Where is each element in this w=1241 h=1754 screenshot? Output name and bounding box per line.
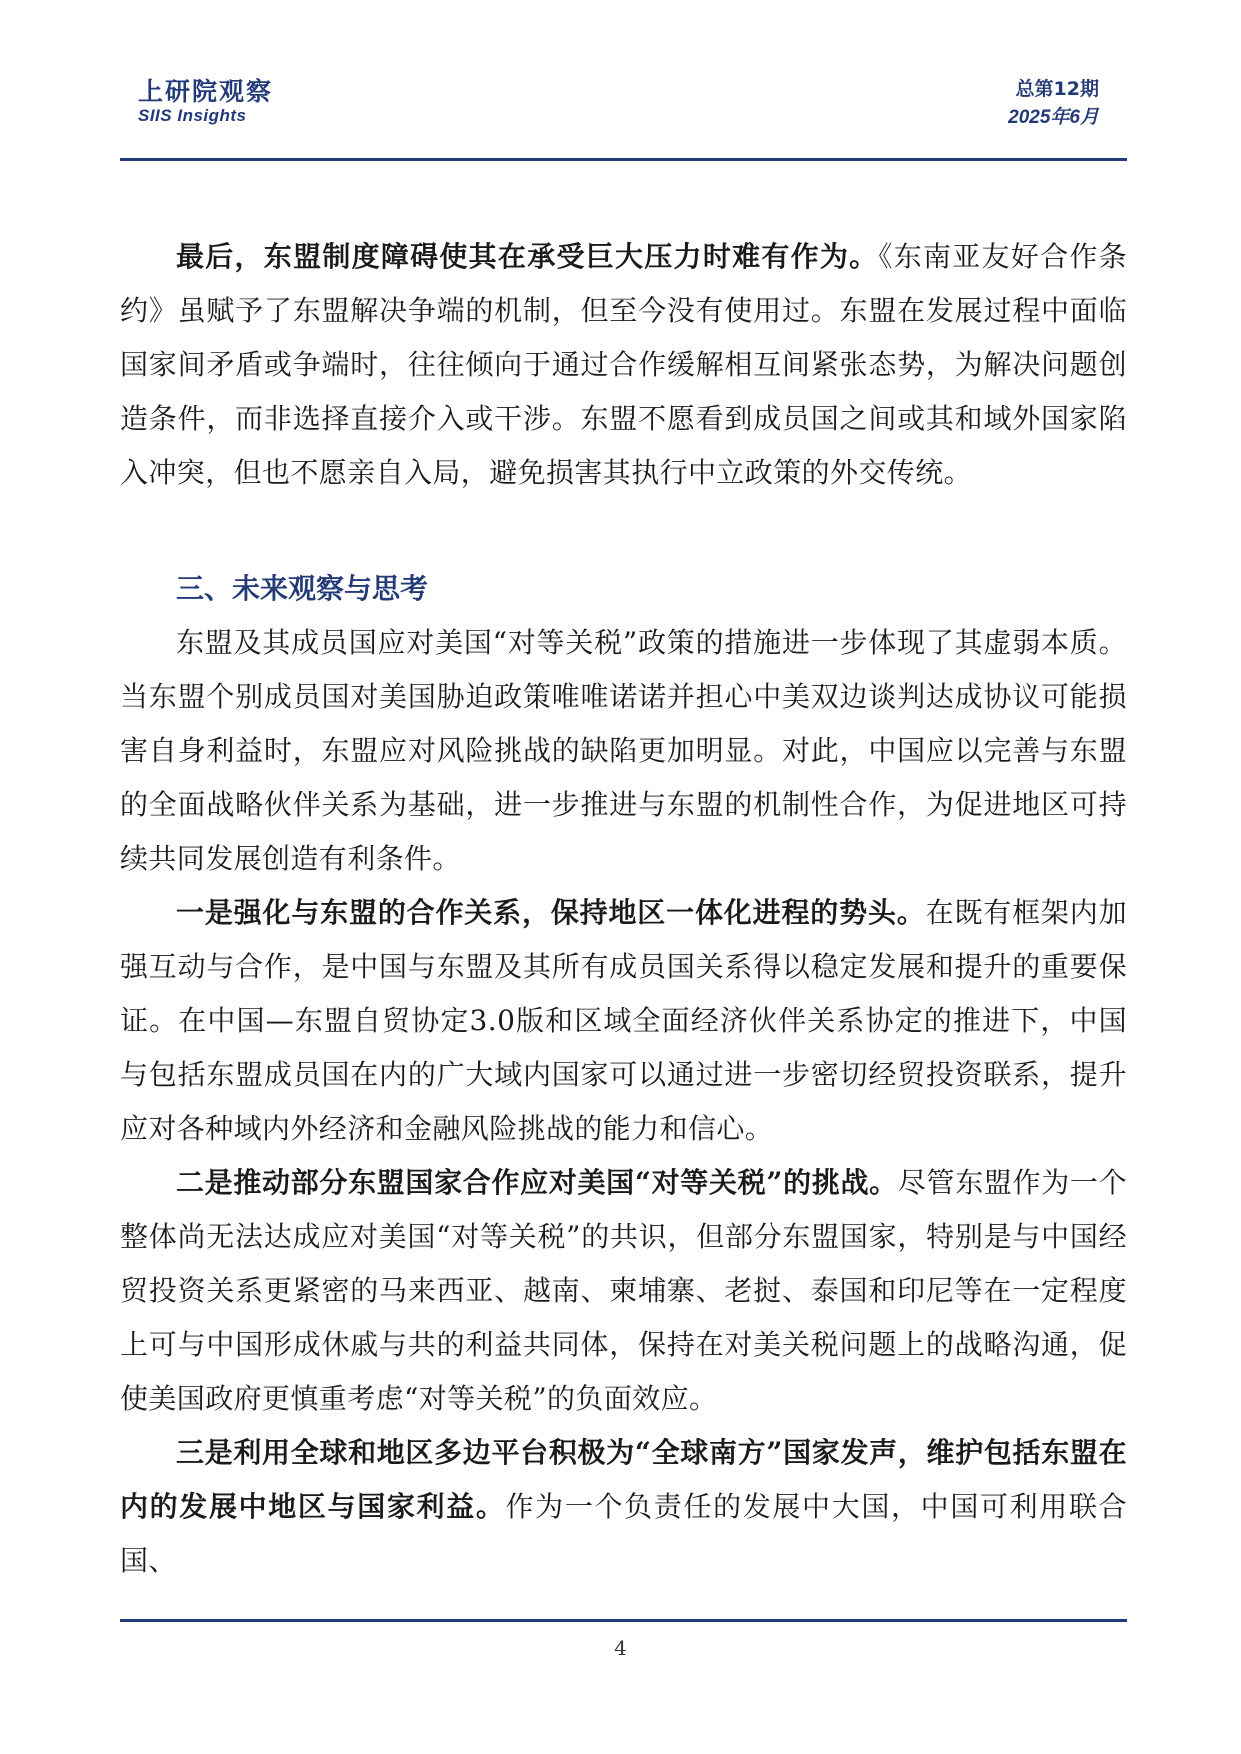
issue-number: 总第12期 — [1015, 78, 1099, 100]
page-number: 4 — [614, 1636, 627, 1660]
header-divider — [120, 158, 1127, 161]
paragraph-lead-bold: 二是推动部分东盟国家合作应对美国“对等关税”的挑战。 — [176, 1166, 898, 1199]
brand-title-english: SIIS Insights — [138, 106, 247, 125]
issue-date: 2025年6月 — [1008, 107, 1099, 128]
section-heading: 三、未来观察与思考 — [176, 572, 429, 605]
paragraph-point-two — [120, 1156, 1127, 1426]
paragraph-lead-bold: 三是利用全球和地区多边平台积极为“全球南方”国家发声，维护包括东盟在内的发展中地区与国家利益。 — [120, 1436, 1127, 1523]
paragraph-text: 尽管东盟作为一个整体尚无法达成应对美国“对等关税”的共识，但部分东盟国家，特别是与中国经贸投资关系更紧密的马来西亚、越南、柬埔寨、老挝、泰国和印尼等在一定程度上可与中国形成休戚与共的利益共同体，保持在对美关税问题上的战略沟通，促使美国政府更慎重考虑“对等关税”的负面效应。 — [120, 1166, 1127, 1415]
article-body — [120, 230, 1127, 1588]
brand-title-chinese: 上研院观察 — [138, 77, 274, 106]
paragraph-asean-institutional-barriers — [120, 230, 1127, 500]
paragraph-text: 在既有框架内加强互动与合作，是中国与东盟及其所有成员国关系得以稳定发展和提升的重要保证。在中国—东盟自贸协定3.0版和区域全面经济伙伴关系协定的推进下，中国与包括东盟成员国在内的广大域内国家可以通过进一步密切经贸投资联系，提升应对各种域内外经济和金融风险挑战的能力和信心。 — [120, 896, 1127, 1145]
paragraph-text: 作为一个负责任的发展中大国，中国可利用联合国、 — [120, 1490, 1128, 1577]
footer-divider — [120, 1619, 1127, 1622]
page-header — [120, 70, 1127, 162]
paragraph-lead-bold: 一是强化与东盟的合作关系，保持地区一体化进程的势头。 — [176, 896, 926, 929]
paragraph-lead-bold: 最后，东盟制度障碍使其在承受巨大压力时难有作为。 — [176, 240, 879, 273]
paragraph-point-three — [120, 1426, 1127, 1588]
paragraph-point-one — [120, 886, 1127, 1156]
paragraph-asean-response: 东盟及其成员国应对美国“对等关税”政策的措施进一步体现了其虚弱本质。当东盟个别成员国对美国胁迫政策唯唯诺诺并担心中美双边谈判达成协议可能损害自身利益时，东盟应对风险挑战的缺陷更加明显。对此，中国应以完善与东盟的全面战略伙伴关系为基础，进一步推进与东盟的机制性合作，为促进地区可持续共同发展创造有利条件。 — [120, 626, 1127, 875]
paragraph-text: 《东南亚友好合作条约》虽赋予了东盟解决争端的机制，但至今没有使用过。东盟在发展过程中面临国家间矛盾或争端时，往往倾向于通过合作缓解相互间紧张态势，为解决问题创造条件，而非选择直接介入或干涉。东盟不愿看到成员国之间或其和域外国家陷入冲突，但也不愿亲自入局，避免损害其执行中立政策的外交传统。 — [120, 240, 1127, 489]
